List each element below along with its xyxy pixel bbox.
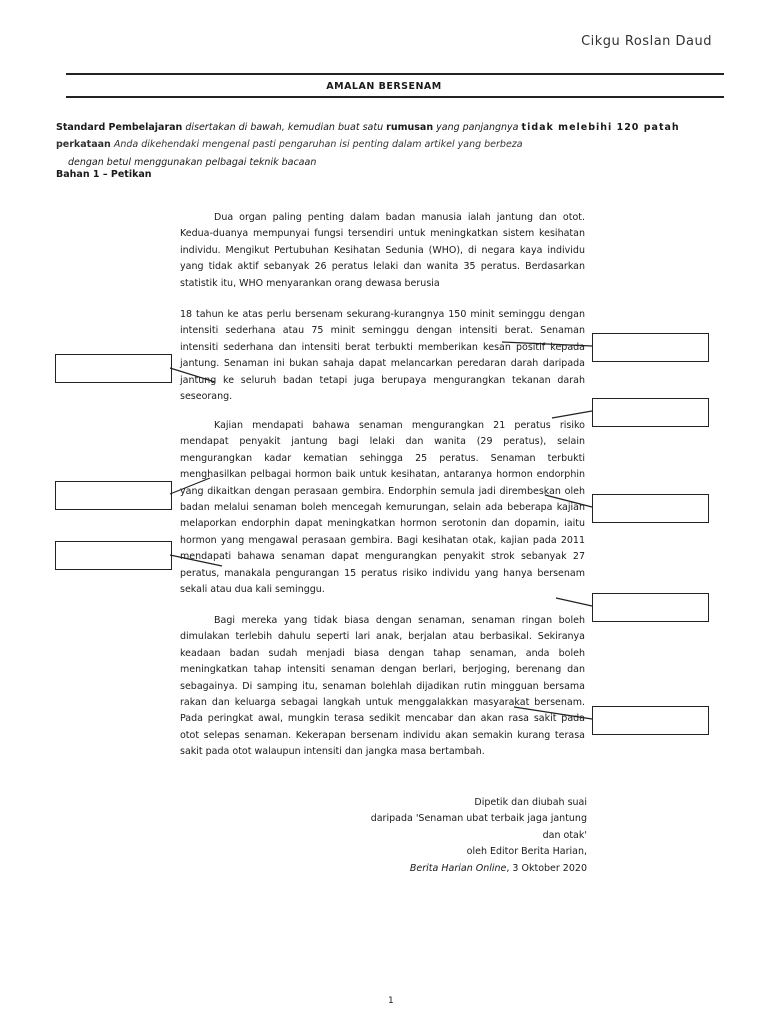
pointer-line-left-1	[170, 368, 215, 382]
source-line-3: dan otak'	[542, 829, 587, 841]
pointer-line-right-1	[502, 342, 592, 346]
passage-paragraph-3: Bagi mereka yang tidak biasa dengan senaman, senaman ringan boleh dimulakan terlebih dahulu seperti lari anak, berjalan atau berbasikal. Sekiranya keadaan badan sudah menjadi biasa dengan tahap senaman, anda boleh meningkatkan tahap intensiti senaman dengan berlari, berjoging, berenang dan sebagainya. Di samping itu, senaman bolehlah dijadikan rutin mingguan bersama rakan dan keluarga sebagai langkah untuk menggalakkan masyarakat bersenam. Pada peringkat awal, mungkin terasa sedikit mencabar dan akan rasa sakit pada otot selepas senaman. Kekerapan bersenam individu akan semakin kurang terasa sakit pada otot walaupun intensiti dan jangka masa bertambah.	[180, 615, 585, 758]
instruction-head: Standard Pembelajaran	[56, 122, 183, 133]
pointer-line-right-3	[545, 495, 592, 507]
author-name: Cikgu Roslan Daud	[581, 34, 712, 49]
source-publication: Berita Harian Online	[409, 862, 507, 874]
source-line-2: daripada 'Senaman ubat terbaik jaga jantung	[370, 813, 587, 825]
instruction-rumusan: rumusan	[386, 122, 434, 133]
instruction-mid: disertakan di bawah, kemudian buat satu	[185, 122, 384, 133]
instruction-line-3: dengan betul menggunakan pelbagai teknik bacaan	[68, 157, 317, 168]
pointer-line-left-3	[170, 555, 222, 566]
instruction-perkataan: perkataan	[56, 139, 111, 150]
source-date: , 3 Oktober 2020	[506, 862, 587, 874]
pointer-line-right-4	[556, 598, 592, 606]
pointer-line-right-2	[552, 411, 592, 418]
instruction-line-2-text: Anda dikehendaki mengenal pasti pengaruhan isi penting dalam artikel yang berbeza	[113, 139, 523, 150]
passage-paragraph-1b: 18 tahun ke atas perlu bersenam sekurang-kurangnya 150 minit seminggu dengan intensiti sederhana atau 75 minit seminggu dengan intensiti berat. Senaman intensiti sederhana dan intensiti berat terbukti memberikan kesan positif kepada jantung. Senaman ini bukan sahaja dapat melancarkan peredaran darah daripada jantung ke seluruh badan tetapi juga berupaya mengurangkan tekanan darah seseorang.	[180, 309, 585, 403]
instruction-mid2: yang panjangnya	[436, 122, 519, 133]
page-number: 1	[388, 996, 394, 1006]
source-line-4: oleh Editor Berita Harian,	[466, 846, 587, 858]
instruction-word-limit: tidak melebihi 120 patah	[521, 122, 680, 133]
page-title: AMALAN BERSENAM	[326, 81, 442, 92]
pointer-line-left-2	[170, 478, 210, 494]
passage-paragraph-1: Dua organ paling penting dalam badan manusia ialah jantung dan otot. Kedua-duanya mempunyai fungsi tersendiri untuk meningkatkan sistem kesihatan individu. Mengikut Pertubuhan Kesihatan Sedunia (WHO), di negara kaya individu yang tidak aktif sebanyak 26 peratus lelaki dan wanita 35 peratus. Berdasarkan statistik itu, WHO menyarankan orang dewasa berusia	[180, 212, 585, 289]
source-line-1: Dipetik dan diubah suai	[474, 797, 587, 808]
section-label: Bahan 1 – Petikan	[56, 169, 152, 180]
pointer-line-right-5	[514, 707, 592, 719]
passage-paragraph-2: Kajian mendapati bahawa senaman mengurangkan 21 peratus risiko mendapat penyakit jantung bagi lelaki dan wanita (29 peratus), selain mengurangkan kadar kematian sehingga 25 peratus. Senaman terbukti menghasilkan pelbagai hormon baik untuk kesihatan, antaranya hormon endorphin yang dikaitkan dengan perasaan gembira. Endorphin semula jadi dirembeskan oleh badan melalui senaman boleh mencegah kemurungan, selain ada beberapa kajian melaporkan endorphin dapat meningkatkan hormon serotonin dan dopamin, iaitu hormon yang mengawal perasaan gembira. Bagi kesihatan otak, kajian pada 2011 mendapati bahawa senaman dapat mengurangkan penyakit strok sebanyak 27 peratus, manakala pengurangan 15 peratus risiko individu yang hanya bersenam sekali atau dua kali seminggu.	[180, 420, 585, 596]
